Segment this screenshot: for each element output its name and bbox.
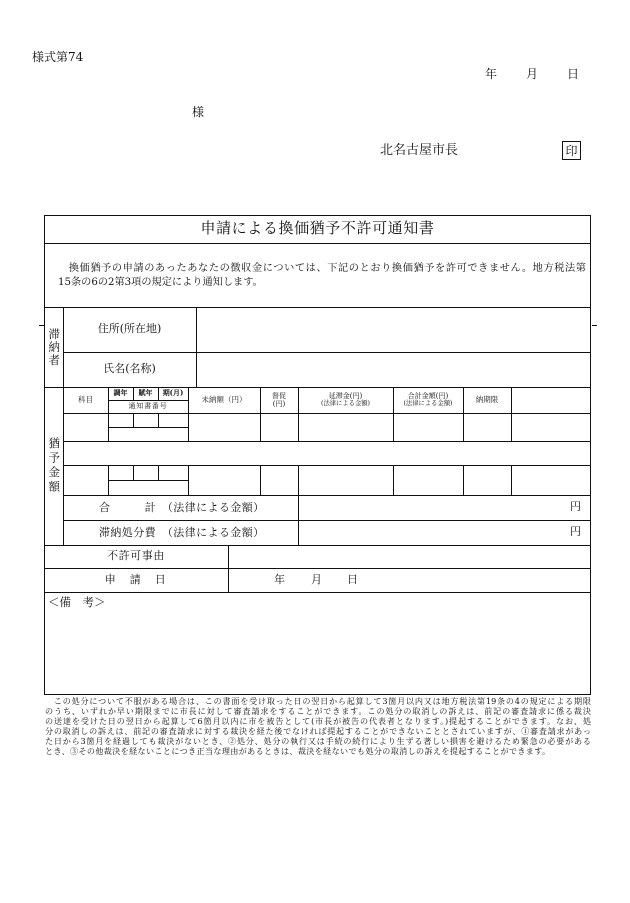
row-divider [44, 568, 591, 569]
total-amount-unit: 円 [570, 500, 581, 514]
deferral-section-label-cell [44, 387, 63, 545]
column-header-tax-year: 調年 [113, 388, 128, 398]
issue-date-day-label: 日 [567, 67, 580, 81]
deferral-section-label: 猶予金額 [47, 437, 62, 495]
column-header-total-amount [393, 387, 463, 413]
fold-mark-right [592, 325, 597, 326]
recipient-honorific: 様 [192, 105, 205, 119]
application-date-year-label: 年 [274, 573, 285, 586]
row-divider [63, 441, 591, 442]
label-column-divider [63, 307, 64, 545]
column-header-dunning-fee-unit: (円) [272, 400, 286, 408]
total-amount-field [298, 495, 591, 520]
column-header-late-charge-note: (法律による金額) [321, 400, 370, 408]
total-label: 合 計 （法律による金額） [99, 501, 265, 514]
column-header-assessment-year: 賦年 [138, 388, 153, 398]
appeal-notice-line: とき、③その他裁決を経ないことにつき正当な理由があるときは、裁決を経ないでも処分の取消しの訴えを提起することができます。 [45, 746, 551, 756]
column-divider [260, 465, 261, 495]
notice-intro-line: 換価猶予の申請のあったあなたの徴収金については、下記のとおり換価猶予を許可できません。地方税法第 [58, 263, 586, 274]
column-header-dunning-fee-label: 督促 [272, 391, 286, 400]
subcell-column-divider [133, 387, 134, 400]
subcell-column-divider [158, 465, 159, 480]
column-header-late-charge-label: 延滞金(円) [328, 392, 363, 401]
title-divider [44, 243, 591, 244]
appeal-notice-line: た日から3箇月を経過しても裁決がないとき、②処分、処分の執行又は手続の続行により生ずる著しい損害を避けるため緊急の必要がある [45, 736, 591, 746]
notice-intro-line: 15条の6の2第3項の規定により通知します。 [58, 277, 263, 288]
subcell-divider [108, 427, 188, 428]
column-divider [108, 387, 109, 441]
name-value-field [196, 352, 591, 387]
subcell-column-divider [133, 413, 134, 427]
column-divider [511, 465, 512, 495]
subcell-divider [108, 400, 188, 401]
rejection-reason-label: 不許可事由 [107, 549, 165, 563]
remarks-label: ＜備 考＞ [48, 595, 106, 609]
seal-box [562, 141, 581, 160]
application-date-day-label: 日 [347, 573, 358, 586]
section-divider [44, 592, 591, 593]
subcell-column-divider [133, 465, 134, 480]
disposition-cost-field [298, 520, 591, 545]
column-divider [511, 387, 512, 441]
column-divider [463, 387, 464, 441]
subcell-column-divider [158, 413, 159, 427]
notice-title: 申請による換価猶予不許可通知書 [200, 219, 435, 238]
appeal-notice-line: のうち、いずれか早い期限までに市長に対して審査請求をすることができます。この処分の取消しの訴えは、前記の審査請求に係る裁決 [45, 706, 591, 716]
section-divider [44, 545, 591, 546]
column-header-unpaid: 未納額（円） [201, 394, 247, 404]
disposition-cost-label: 滞納処分費 （法律による金額） [99, 526, 265, 539]
sender-name: 北名古屋市長 [380, 143, 459, 158]
column-header-dunning-fee [260, 387, 298, 413]
name-label: 氏名(名称) [103, 362, 156, 376]
seal-label: 印 [565, 143, 578, 158]
column-header-due-date: 納期限 [475, 394, 499, 404]
column-header-late-charge [298, 387, 393, 413]
column-divider [393, 387, 394, 441]
application-date-month-label: 月 [311, 573, 322, 586]
application-date-label: 申 請 日 [104, 572, 168, 586]
column-header-blank [511, 387, 591, 413]
form-number: 様式第74 [32, 50, 84, 64]
taxpayer-section-label: 滞納者 [47, 327, 62, 367]
column-divider [463, 465, 464, 495]
column-divider [260, 387, 261, 441]
subcell-column-divider [158, 387, 159, 400]
taxpayer-section-label-cell [44, 307, 63, 387]
column-header-item: 科目 [78, 394, 93, 404]
address-value-field [196, 307, 591, 352]
subcell-divider [108, 480, 188, 481]
appeal-notice-line: 分の取消しの訴えは、前記の審査請求に対する裁決を経た後でなければ提起することができないこととされていますが、①審査請求があっ [45, 726, 591, 736]
section-divider [44, 387, 591, 388]
column-header-notice-number: 通知書番号 [128, 402, 168, 411]
rejection-reason-field [228, 545, 591, 568]
column-header-period: 期(月) [162, 388, 184, 398]
column-divider [393, 465, 394, 495]
row-divider [63, 495, 591, 496]
row-divider [63, 520, 591, 521]
issue-date-month-label: 月 [526, 67, 539, 81]
column-divider [298, 387, 299, 441]
column-divider [298, 465, 299, 545]
rejection-column-divider [228, 545, 229, 592]
issue-date-year-label: 年 [485, 67, 498, 81]
intro-divider [44, 307, 591, 308]
taxpayer-column-divider [196, 307, 197, 387]
address-label: 住所(所在地) [97, 322, 162, 336]
column-header-total-amount-label: 合計金額(円) [407, 392, 449, 401]
row-divider [63, 352, 591, 353]
column-divider [108, 465, 109, 495]
appeal-notice-line: この処分について不服がある場合は、この書面を受け取った日の翌日から起算して3箇月以内又は地方税法第19条の4の規定による期限 [45, 696, 591, 706]
deferral-row-spacer [63, 441, 591, 465]
appeal-notice-line: の送達を受けた日の翌日から起算して6箇月以内に市を被告として(市長が被告の代表者となります。)提起することができます。なお、処 [45, 716, 591, 726]
disposition-cost-unit: 円 [570, 525, 581, 539]
column-divider [188, 465, 189, 495]
column-divider [188, 387, 189, 441]
column-header-total-amount-note: (法律による金額) [403, 400, 453, 408]
